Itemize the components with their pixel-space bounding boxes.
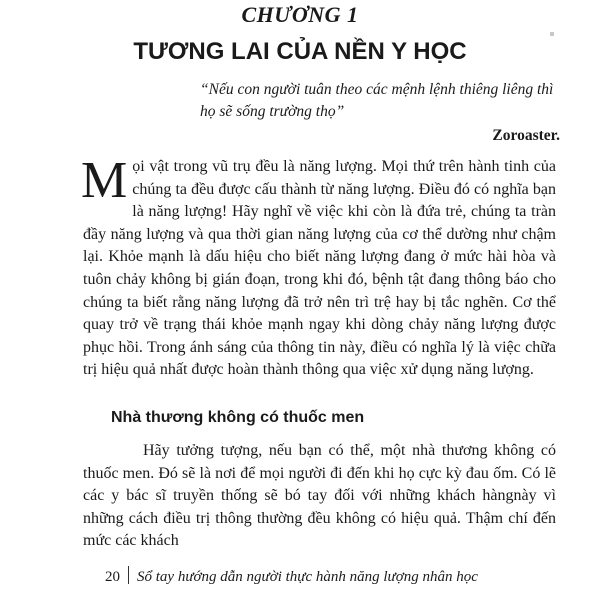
paragraph-1-text: ọi vật trong vũ trụ đều là năng lượng. Mọi thứ trên hành tinh của chúng ta đều được cấu thành từ năng lượng. Điều đó có nghĩa bạn là năng lượng! Hãy nghĩ về việc khi còn là đứa trẻ, chúng ta tràn đầy năng lượng và qua thời gian năng lượng của cơ thể dường như chậm lại. Khỏe mạnh là dấu hiệu cho biết năng lượng đang ở mức hài hòa và tuôn chảy không bị gián đoạn, trong khi đó, bệnh tật đang thông báo cho chúng ta biết rằng năng lượng đã trở nên trì trệ hay bị tắc nghẽn. Cơ thể quay trở về trạng thái khỏe mạnh ngay khi dòng chảy năng lượng được phục hồi. Trong ánh sáng của thông tin này, điều có nghĩa lý là việc chữa trị hiệu quả nhất được hoàn thành thông qua việc xử dụng năng lượng. [83, 158, 556, 379]
chapter-label: CHƯƠNG 1 [241, 2, 359, 27]
page-number: 20 [105, 569, 120, 585]
epigraph-text: “Nếu con người tuân theo các mệnh lệnh thiêng liêng thì họ sẽ sống trường thọ” [200, 81, 554, 120]
chapter-title: TƯƠNG LAI CỦA NỀN Y HỌC [133, 38, 467, 65]
footer-divider [128, 566, 129, 584]
paragraph-1 [81, 152, 556, 382]
page-footer [105, 566, 478, 586]
drop-cap: M [81, 152, 128, 209]
epigraph-author: Zoroaster. [492, 127, 560, 144]
section-heading: Nhà thương không có thuốc men [111, 409, 365, 426]
running-title: Sổ tay hướng dẫn người thực hành năng lượng nhân học [137, 569, 478, 585]
section-paragraph: Hãy tưởng tượng, nếu bạn có thể, một nhà thương không có thuốc men. Đó sẽ là nơi để mọi người đi đến khi họ cực kỳ đau ốm. Có lẽ các y bác sĩ truyền thống sẽ bó tay đối với những khách hàngnày vì những cách điều trị thông thường đều không có hiệu quả. Thậm chí đến mức các khách [83, 442, 556, 550]
corner-mark [550, 32, 554, 36]
